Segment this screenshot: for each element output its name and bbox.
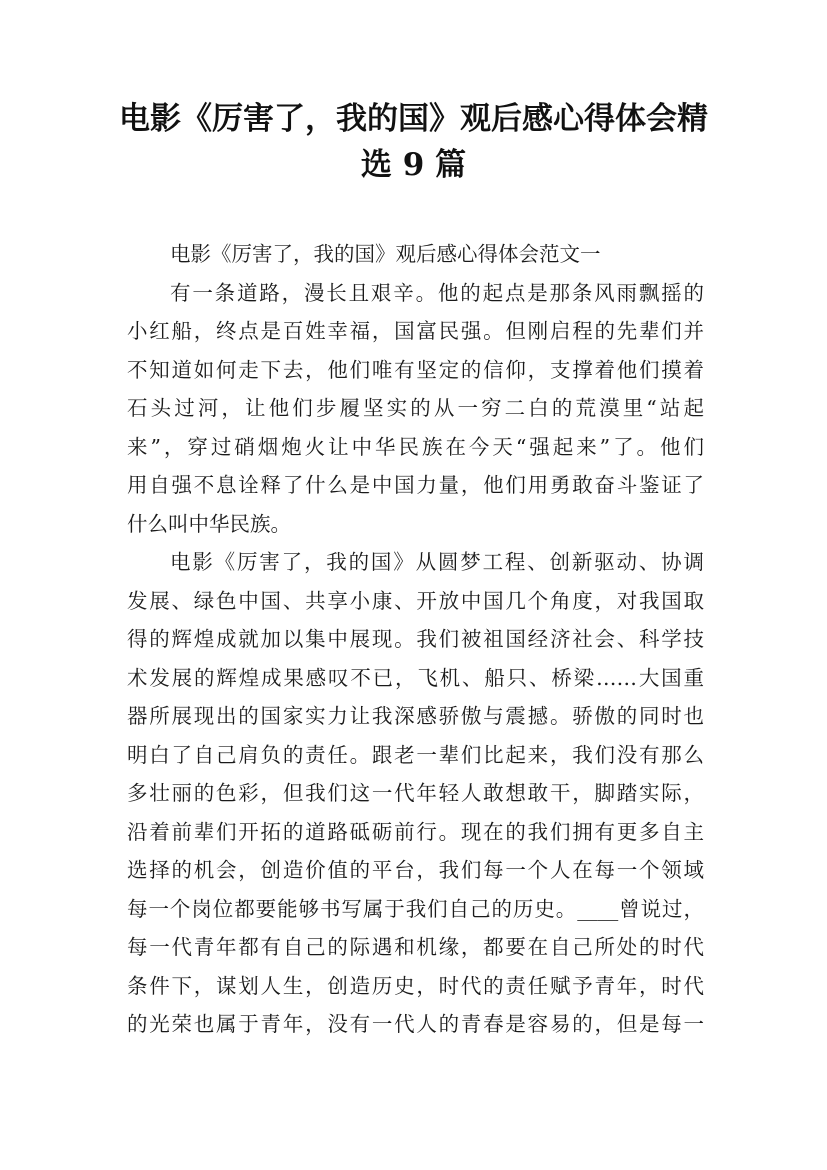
paragraph-line: 不知道如何走下去，他们唯有坚定的信仰，支撑着他们摸着 (127, 357, 704, 382)
paragraph-line: 每一个岗位都要能够书写属于我们自己的历史。____曾说过， (127, 896, 704, 921)
paragraph-line: 术发展的辉煌成果感叹不已，飞机、船只、桥梁……大国重 (127, 665, 704, 690)
paragraph-line: 有一条道路，漫长且艰辛。他的起点是那条风雨飘摇的 (170, 280, 704, 305)
document-body (127, 235, 704, 1044)
paragraph-line: 条件下，谋划人生，创造历史，时代的责任赋予青年，时代 (127, 973, 704, 998)
paragraph-line: 每一代青年都有自己的际遇和机缘，都要在自己所处的时代 (127, 935, 704, 959)
paragraph-line: 的光荣也属于青年，没有一代人的青春是容易的，但是每一 (127, 1012, 704, 1036)
paragraph-line: 来”，穿过硝烟炮火让中华民族在今天“强起来”了。他们 (127, 434, 704, 459)
title-line: 电影《厉害了，我的国》观后感心得体会精 (119, 101, 708, 137)
paragraph-line: 选择的机会，创造价值的平台，我们每一个人在每一个领域 (127, 858, 704, 882)
paragraph-line: 石头过河，让他们步履坚实的从一穷二白的荒漠里“站起 (127, 396, 704, 420)
paragraph (127, 543, 704, 1044)
paragraph-line: 小红船，终点是百姓幸福，国富民强。但刚启程的先辈们并 (127, 319, 704, 343)
document-title (110, 96, 717, 188)
paragraph-line: 什么叫中华民族。 (127, 511, 291, 536)
paragraph-line: 得的辉煌成就加以集中展现。我们被祖国经济社会、科学技 (127, 627, 704, 651)
paragraph-line: 沿着前辈们开拓的道路砥砺前行。现在的我们拥有更多自主 (127, 819, 704, 844)
paragraph-line: 发展、绿色中国、共享小康、开放中国几个角度，对我国取 (127, 588, 704, 613)
paragraph-line: 用自强不息诠释了什么是中国力量，他们用勇敢奋斗鉴证了 (127, 473, 704, 497)
section-heading: 电影《厉害了，我的国》观后感心得体会范文一 (170, 242, 601, 266)
title-line: 选 9 篇 (360, 147, 467, 183)
paragraph-line: 电影《厉害了，我的国》从圆梦工程、创新驱动、协调 (170, 550, 704, 574)
paragraph (127, 274, 704, 544)
paragraph-line: 明白了自己肩负的责任。跟老一辈们比起来，我们没有那么 (127, 742, 704, 767)
paragraph-line: 器所展现出的国家实力让我深感骄傲与震撼。骄傲的同时也 (127, 704, 704, 728)
paragraph-line: 多壮丽的色彩，但我们这一代年轻人敢想敢干，脚踏实际， (127, 781, 704, 805)
